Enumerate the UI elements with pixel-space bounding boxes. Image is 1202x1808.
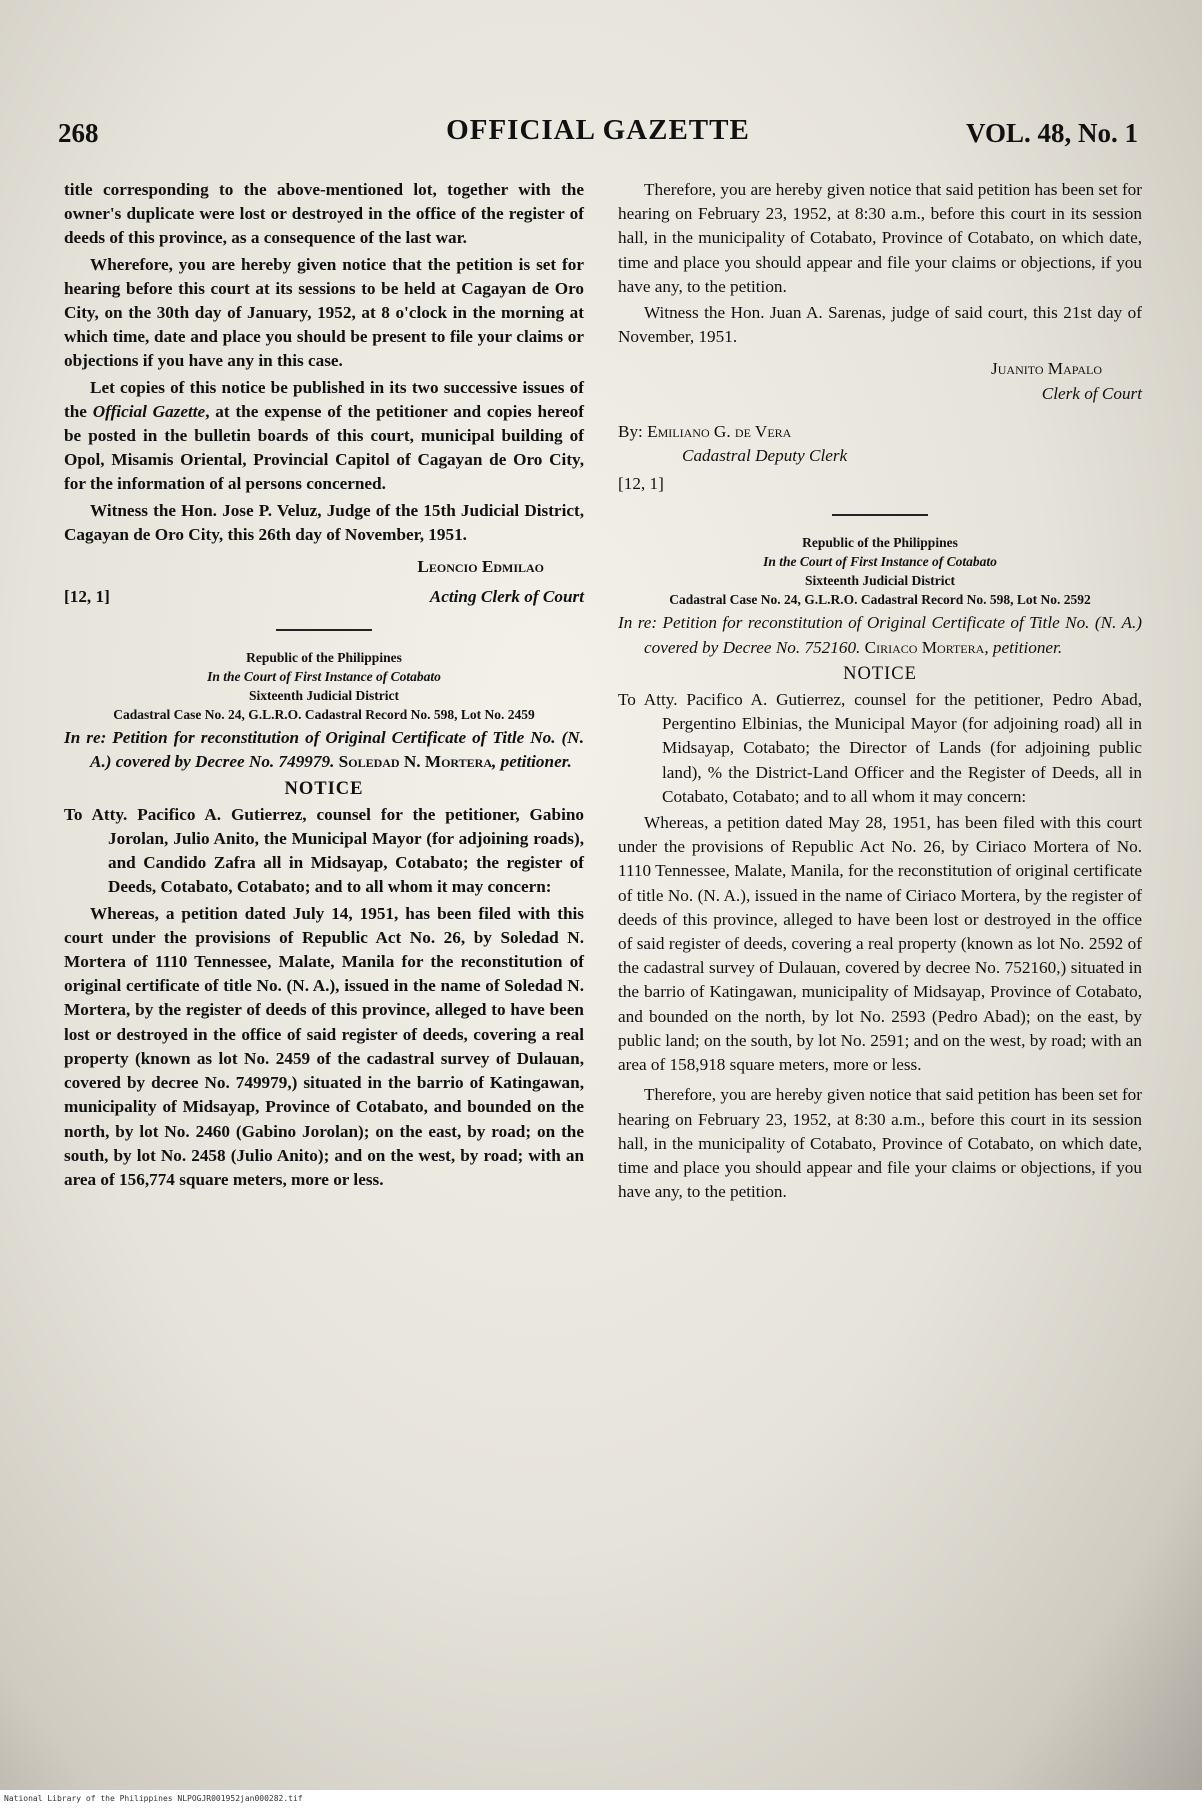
court-district: Sixteenth Judicial District — [805, 573, 955, 589]
section-divider — [276, 629, 372, 631]
petitioner-label: , petitioner. — [492, 752, 572, 772]
deputy-role: Cadastral Deputy Clerk — [682, 446, 848, 466]
publication-paragraph — [64, 376, 584, 497]
addressee-paragraph: To Atty. Pacifico A. Gutierrez, counsel for the petitioner, Gabino Jorolan, Julio Anito, the Municipal Mayor (for adjoining roads), and Candido Zafra all in Midsayap, Cotabato; the register of Deeds, Cotabato, Cotabato; and to all whom it may concern: — [64, 804, 584, 897]
deputy-name: Emiliano G. de Vera — [647, 421, 792, 441]
court-name: In the Court of First Instance of Cotabato — [763, 554, 997, 570]
in-re-text: In re: Petition for reconstitution of Original Certificate of Title No. (N. A.) covered by Decree No. 752160. — [618, 613, 1142, 657]
volume-number: VOL. 48, No. 1 — [966, 118, 1138, 148]
ref-row — [64, 585, 584, 611]
case-number: Cadastral Case No. 24, G.L.R.O. Cadastral Record No. 598, Lot No. 2592 — [669, 592, 1091, 608]
petitioner-name: Soledad N. Mortera — [338, 752, 493, 772]
signature-block — [64, 555, 584, 579]
issue-reference: [12, 1] — [64, 587, 110, 607]
in-re-text: In re: Petition for reconstitution of Original Certificate of Title No. (N. A.) covered by Decree No. 749979. — [64, 728, 584, 772]
petitioner-name: Ciriaco Mortera — [864, 637, 985, 657]
witness-paragraph: Witness the Hon. Jose P. Veluz, Judge of the 15th Judicial District, Cagayan de Oro City, this 26th day of November, 1951. — [64, 500, 584, 544]
whereas-paragraph: Whereas, a petition dated May 28, 1951, has been filed with this court under the provisions of Republic Act No. 26, by Ciriaco Mortera of No. 1110 Tennessee, Malate, Manila, for the reconstitution of original certificate of title No. (N. A.), issued in the name of Ciriaco Mortera, by the register of deeds of this province, alleged to have been lost or destroyed in the office of said register of deeds, covering a real property (known as lot No. 2592 of the cadastral survey of Dulauan, covered by decree No. 752160,) situated in the barrio of Katingawan, municipality of Midsayap, Province of Cotabato, and bounded on the north, by lot No. 2593 (Pedro Abad); on the east, by public land; on the south, by lot No. 2591; and on the west, by road; with an area of 158,918 square meters, more or less. — [618, 813, 1142, 1075]
addressee-paragraph: To Atty. Pacifico A. Gutierrez, counsel for the petitioner, Pedro Abad, Pergentino Elbinias, the Municipal Mayor (for adjoining road) all in Midsayap, Cotabato; the Director of Lands (for adjoining public land), % the District-Land Officer and the Register of Deeds, all in Cotabato, Cotabato; and to all whom it may concern: — [618, 690, 1142, 806]
wherefore-paragraph: Wherefore, you are hereby given notice that the petition is set for hearing before this court at its sessions to be held at Cagayan de Oro City, on the 30th day of January, 1952, at 8 o'clock in the morning at which time, date and place you should be present to file your claims or objections if you have any in this case. — [64, 254, 584, 371]
court-republic: Republic of the Philippines — [802, 535, 958, 551]
signatory-name: Leoncio Edmilao — [417, 557, 544, 577]
case-number: Cadastral Case No. 24, G.L.R.O. Cadastral Record No. 598, Lot No. 2459 — [113, 707, 535, 723]
signatory-role: Clerk of Court — [1041, 383, 1142, 403]
witness-paragraph: Witness the Hon. Juan A. Sarenas, judge of said court, this 21st day of November, 1951. — [618, 303, 1142, 347]
therefore-paragraph: Therefore, you are hereby given notice that said petition has been set for hearing on February 23, 1952, at 8:30 a.m., before this court in its session hall, in the municipality of Cotabato, Province of Cotabato, on which date, time and place you should appear and file your claims or objections, if you have any, to the petition. — [618, 180, 1142, 296]
therefore-paragraph-2: Therefore, you are hereby given notice that said petition has been set for hearing on February 23, 1952, at 8:30 a.m., before this court in its session hall, in the municipality of Cotabato, Province of Cotabato, on which date, time and place you should appear and file your claims or objections, if you have any, to the petition. — [618, 1085, 1142, 1202]
court-name: In the Court of First Instance of Cotabato — [207, 669, 441, 685]
page-header — [58, 112, 1138, 156]
right-column — [618, 178, 1142, 1206]
deputy-signature — [618, 420, 1142, 468]
issue-reference: [12, 1] — [618, 474, 664, 494]
publication-text-c: , at the expense of the petitioner and copies hereof be posted in the bulletin boards of this court, municipal building of Opol, Misamis Oriental, Provincial Capitol of Cagayan de Oro City, for the information of al persons concerned. — [64, 401, 584, 494]
whereas-paragraph: Whereas, a petition dated July 14, 1951, has been filed with this court under the provisions of Republic Act No. 26, by Soledad N. Mortera of 1110 Tennessee, Malate, Manila for the reconstitution of original certificate of title No. (N. A.), issued in the name of Soledad N. Mortera, by the register of deeds of this province, alleged to have been lost or destroyed in the office of said register of deeds, covering a real property (known as lot No. 2459 of the cadastral survey of Dulauan, covered by decree No. 749979,) situated in the barrio of Katingawan, municipality of Midsayap, Province of Cotabato, and bounded on the north, by lot No. 2460 (Gabino Jorolan); on the east, by road; on the south, by lot No. 2458 (Julio Anito); and on the west, by road; with an area of 156,774 square meters, more or less. — [64, 903, 584, 1189]
left-column — [64, 178, 584, 1194]
in-re-caption — [64, 726, 584, 774]
notice-heading: NOTICE — [284, 778, 364, 799]
court-republic: Republic of the Philippines — [246, 650, 402, 666]
notice-heading: NOTICE — [843, 663, 917, 684]
page-number: 268 — [58, 118, 99, 148]
petitioner-label: , petitioner. — [984, 637, 1063, 657]
gazette-name: Official Gazette — [92, 401, 206, 421]
section-divider — [832, 514, 928, 516]
publication-title: OFFICIAL GAZETTE — [446, 114, 750, 146]
scan-footer: National Library of the Philippines NLPOGJR001952jan000282.tif — [0, 1790, 1202, 1808]
signatory-role: Acting Clerk of Court — [429, 587, 584, 607]
continued-paragraph: title corresponding to the above-mentioned lot, together with the owner's duplicate were lost or destroyed in the office of the register of deeds of this province, as a consequence of the last war. — [64, 180, 584, 248]
publication-text-a: Let copies of this notice be published in its two successive issues of the — [64, 377, 584, 421]
court-district: Sixteenth Judicial District — [249, 688, 399, 704]
signature-block — [618, 357, 1142, 405]
in-re-caption — [618, 611, 1142, 659]
signatory-name: Juanito Mapalo — [991, 359, 1102, 379]
by-prefix: By: — [618, 421, 648, 441]
